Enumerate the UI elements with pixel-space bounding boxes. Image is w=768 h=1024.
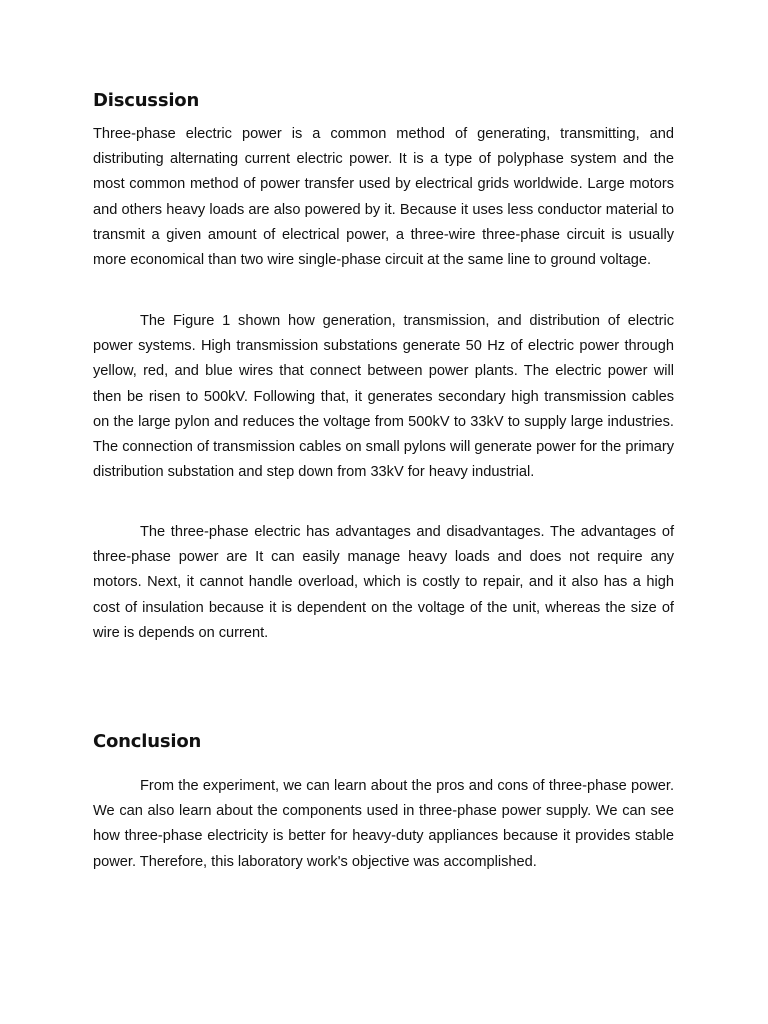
discussion-paragraph-3: The three-phase electric has advantages and disadvantages. The advantages of three-phase power are It can easily manage heavy loads and does not require any motors. Next, it cannot handle overload, which is costly to repair, and it also has a high cost of insulation because it is dependent on the voltage of the unit, whereas the size of wire is depends on current. bbox=[93, 524, 674, 641]
conclusion-heading: Conclusion bbox=[93, 731, 202, 752]
discussion-paragraph-1: Three-phase electric power is a common method of generating, transmitting, and distributing alternating current electric power. It is a type of polyphase system and the most common method of power transfer used by electrical grids worldwide. Large motors and others heavy loads are also powered by it. Because it uses less conductor material to transmit a given amount of electrical power, a three-wire three-phase circuit is usually more economical than two wire single-phase circuit at the same line to ground voltage. bbox=[93, 126, 674, 269]
discussion-paragraph-2: The Figure 1 shown how generation, transmission, and distribution of electric power systems. High transmission substations generate 50 Hz of electric power through yellow, red, and blue wires that connect between power plants. The electric power will then be risen to 500kV. Following that, it generates secondary high transmission cables on the large pylon and reduces the voltage from 500kV to 33kV to supply large industries. The connection of transmission cables on small pylons will generate power for the primary distribution substation and step down from 33kV for heavy industrial. bbox=[93, 313, 674, 481]
discussion-heading: Discussion bbox=[93, 90, 200, 111]
conclusion-paragraph: From the experiment, we can learn about the pros and cons of three-phase power. We can also learn about the components used in three-phase power supply. We can see how three-phase electricity is better for heavy-duty appliances because it provides stable power. Therefore, this laboratory work's objective was accomplished. bbox=[93, 778, 674, 870]
